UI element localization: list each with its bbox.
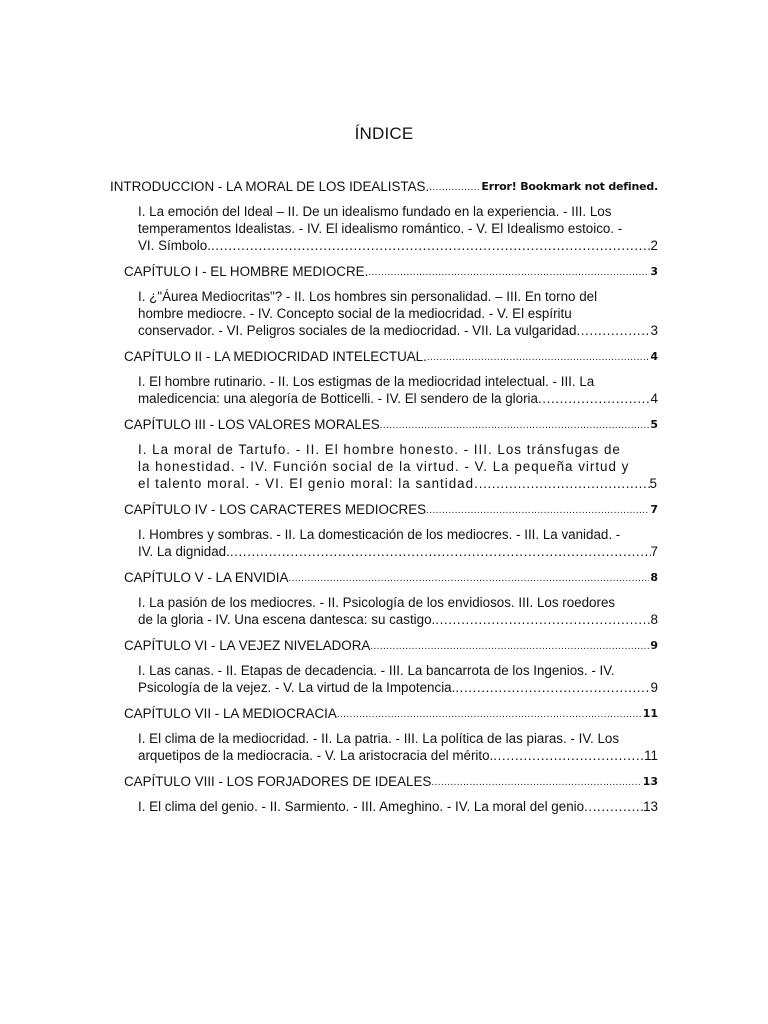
toc-subentry-chapter-4[interactable] [138,526,658,560]
toc-page-number: 5 [650,418,658,431]
toc-entry-label: CAPÍTULO II - LA MEDIOCRIDAD INTELECTUAL. [124,349,427,364]
toc-page-number: 9 [650,680,658,695]
subentry-line: VI. Símbolo. [138,238,211,253]
subentry-line: I. Las canas. - II. Etapas de decadencia. - III. La bancarrota de los Ingenios. - IV. [138,663,615,678]
toc-page-number: 7 [650,544,658,559]
toc-page-number: 8 [650,571,658,584]
toc-entry-label: CAPÍTULO V - LA ENVIDIA [124,570,289,585]
dot-leader [288,572,649,586]
toc-entry-chapter-2[interactable] [124,348,658,365]
toc-subentry-chapter-1[interactable] [138,288,658,339]
toc-subentry-chapter-2[interactable] [138,373,658,407]
toc-entry-chapter-3[interactable] [124,416,658,433]
subentry-line: temperamentos Idealistas. - IV. El idealismo romántico. - V. El Idealismo estoico. - [138,221,623,236]
subentry-line: el talento moral. - VI. El genio moral: la santidad. [138,476,479,491]
toc-page-number: 2 [650,238,658,253]
subentry-line: I. La pasión de los mediocres. - II. Psicología de los envidiosos. III. Los roedores [138,595,616,610]
dot-leader [426,504,649,518]
subentry-line: la honestidad. - IV. Función social de la virtud. - V. La pequeña virtud y [138,459,630,474]
dot-leader [455,679,650,696]
subentry-line: Psicología de la vejez. - V. La virtud de la Impotencia. [138,680,456,695]
toc-entry-label: CAPÍTULO VI - LA VEJEZ NIVELADORA [124,638,371,653]
toc-page-number: 13 [642,775,658,788]
toc-entry-chapter-6[interactable] [124,637,658,654]
toc-page-number: 3 [650,265,658,278]
subentry-line: maledicencia: una alegoría de Botticelli. - IV. El sendero de la gloria [138,391,538,406]
dot-leader [429,181,480,195]
subentry-line: I. El clima de la mediocridad. - II. La patria. - III. La política de las piaras. - IV. Los [138,731,620,746]
toc-page-number: 13 [643,799,658,814]
toc-page-number: 4 [650,391,658,406]
dot-leader [230,543,651,560]
toc-subentry-chapter-3[interactable] [138,441,658,492]
toc-page-number: 3 [650,323,658,338]
dot-leader [435,611,650,628]
subentry-line: hombre mediocre. - IV. Concepto social de la mediocridad. - V. El espíritu [138,306,572,321]
toc-entry-label: INTRODUCCION - LA MORAL DE LOS IDEALISTAS. [110,179,430,194]
toc-page-number: 11 [642,707,658,720]
toc-subentry-intro[interactable] [138,203,658,254]
toc-page-number: 5 [649,476,658,491]
dot-leader [427,351,650,365]
dot-leader [493,747,644,764]
toc-entry-label: CAPÍTULO I - EL HOMBRE MEDIOCRE. [124,264,369,279]
toc-page-number: 9 [650,639,658,652]
toc-subentry-chapter-5[interactable] [138,594,658,628]
toc-entry-label: CAPÍTULO III - LOS VALORES MORALES [124,417,380,432]
dot-leader [368,266,649,280]
toc-entry-intro[interactable] [110,178,658,195]
toc-page-number: 8 [650,612,658,627]
toc-entry-chapter-8[interactable] [124,773,658,790]
toc-subentry-chapter-8[interactable] [138,798,658,815]
dot-leader [211,237,651,254]
page-title: ÍNDICE [354,124,414,143]
toc-page-number: 7 [650,503,658,516]
subentry-line: I. Hombres y sombras. - II. La domesticación de los mediocres. - III. La vanidad. - [138,527,621,542]
subentry-line: IV. La dignidad. [138,544,230,559]
subentry-line: I. El clima del genio. - II. Sarmiento. - III. Ameghino. - IV. La moral del genio [138,799,585,814]
dot-leader [431,776,641,790]
toc-entry-chapter-1[interactable] [124,263,658,280]
toc-subentry-chapter-7[interactable] [138,730,658,764]
dot-leader [576,322,650,339]
toc-entry-label: CAPÍTULO VII - LA MEDIOCRACIA [124,706,337,721]
dot-leader [370,640,649,654]
chapter-list [110,263,658,815]
toc-page-number: Error! Bookmark not defined. [481,180,658,193]
toc-entry-chapter-5[interactable] [124,569,658,586]
subentry-line: arquetipos de la mediocracia. - V. La aristocracia del mérito. [138,748,494,763]
dot-leader [479,475,650,492]
dot-leader [337,708,642,722]
subentry-line: I. El hombre rutinario. - II. Los estigmas de la mediocridad intelectual. - III. La [138,374,595,389]
subentry-line: I. La moral de Tartufo. - II. El hombre honesto. - III. Los tránsfugas de [138,442,621,457]
subentry-line: conservador. - VI. Peligros sociales de la mediocridad. - VII. La vulgaridad [138,323,577,338]
subentry-line: de la gloria - IV. Una escena dantesca: su castigo. [138,612,436,627]
dot-leader [380,419,650,433]
dot-leader [584,798,643,815]
toc-entry-chapter-7[interactable] [124,705,658,722]
table-of-contents [110,178,658,824]
toc-page-number: 4 [650,350,658,363]
toc-subentry-chapter-6[interactable] [138,662,658,696]
subentry-line: I. La emoción del Ideal – II. De un idealismo fundado en la experiencia. - III. Los [138,204,612,219]
dot-leader [538,390,651,407]
toc-entry-label: CAPÍTULO VIII - LOS FORJADORES DE IDEALES [124,774,432,789]
toc-entry-label: CAPÍTULO IV - LOS CARACTERES MEDIOCRES [124,502,427,517]
toc-entry-chapter-4[interactable] [124,501,658,518]
subentry-line: I. ¿"Áurea Mediocritas"? - II. Los hombres sin personalidad. – III. En torno del [138,289,598,304]
toc-page-number: 11 [644,748,658,763]
